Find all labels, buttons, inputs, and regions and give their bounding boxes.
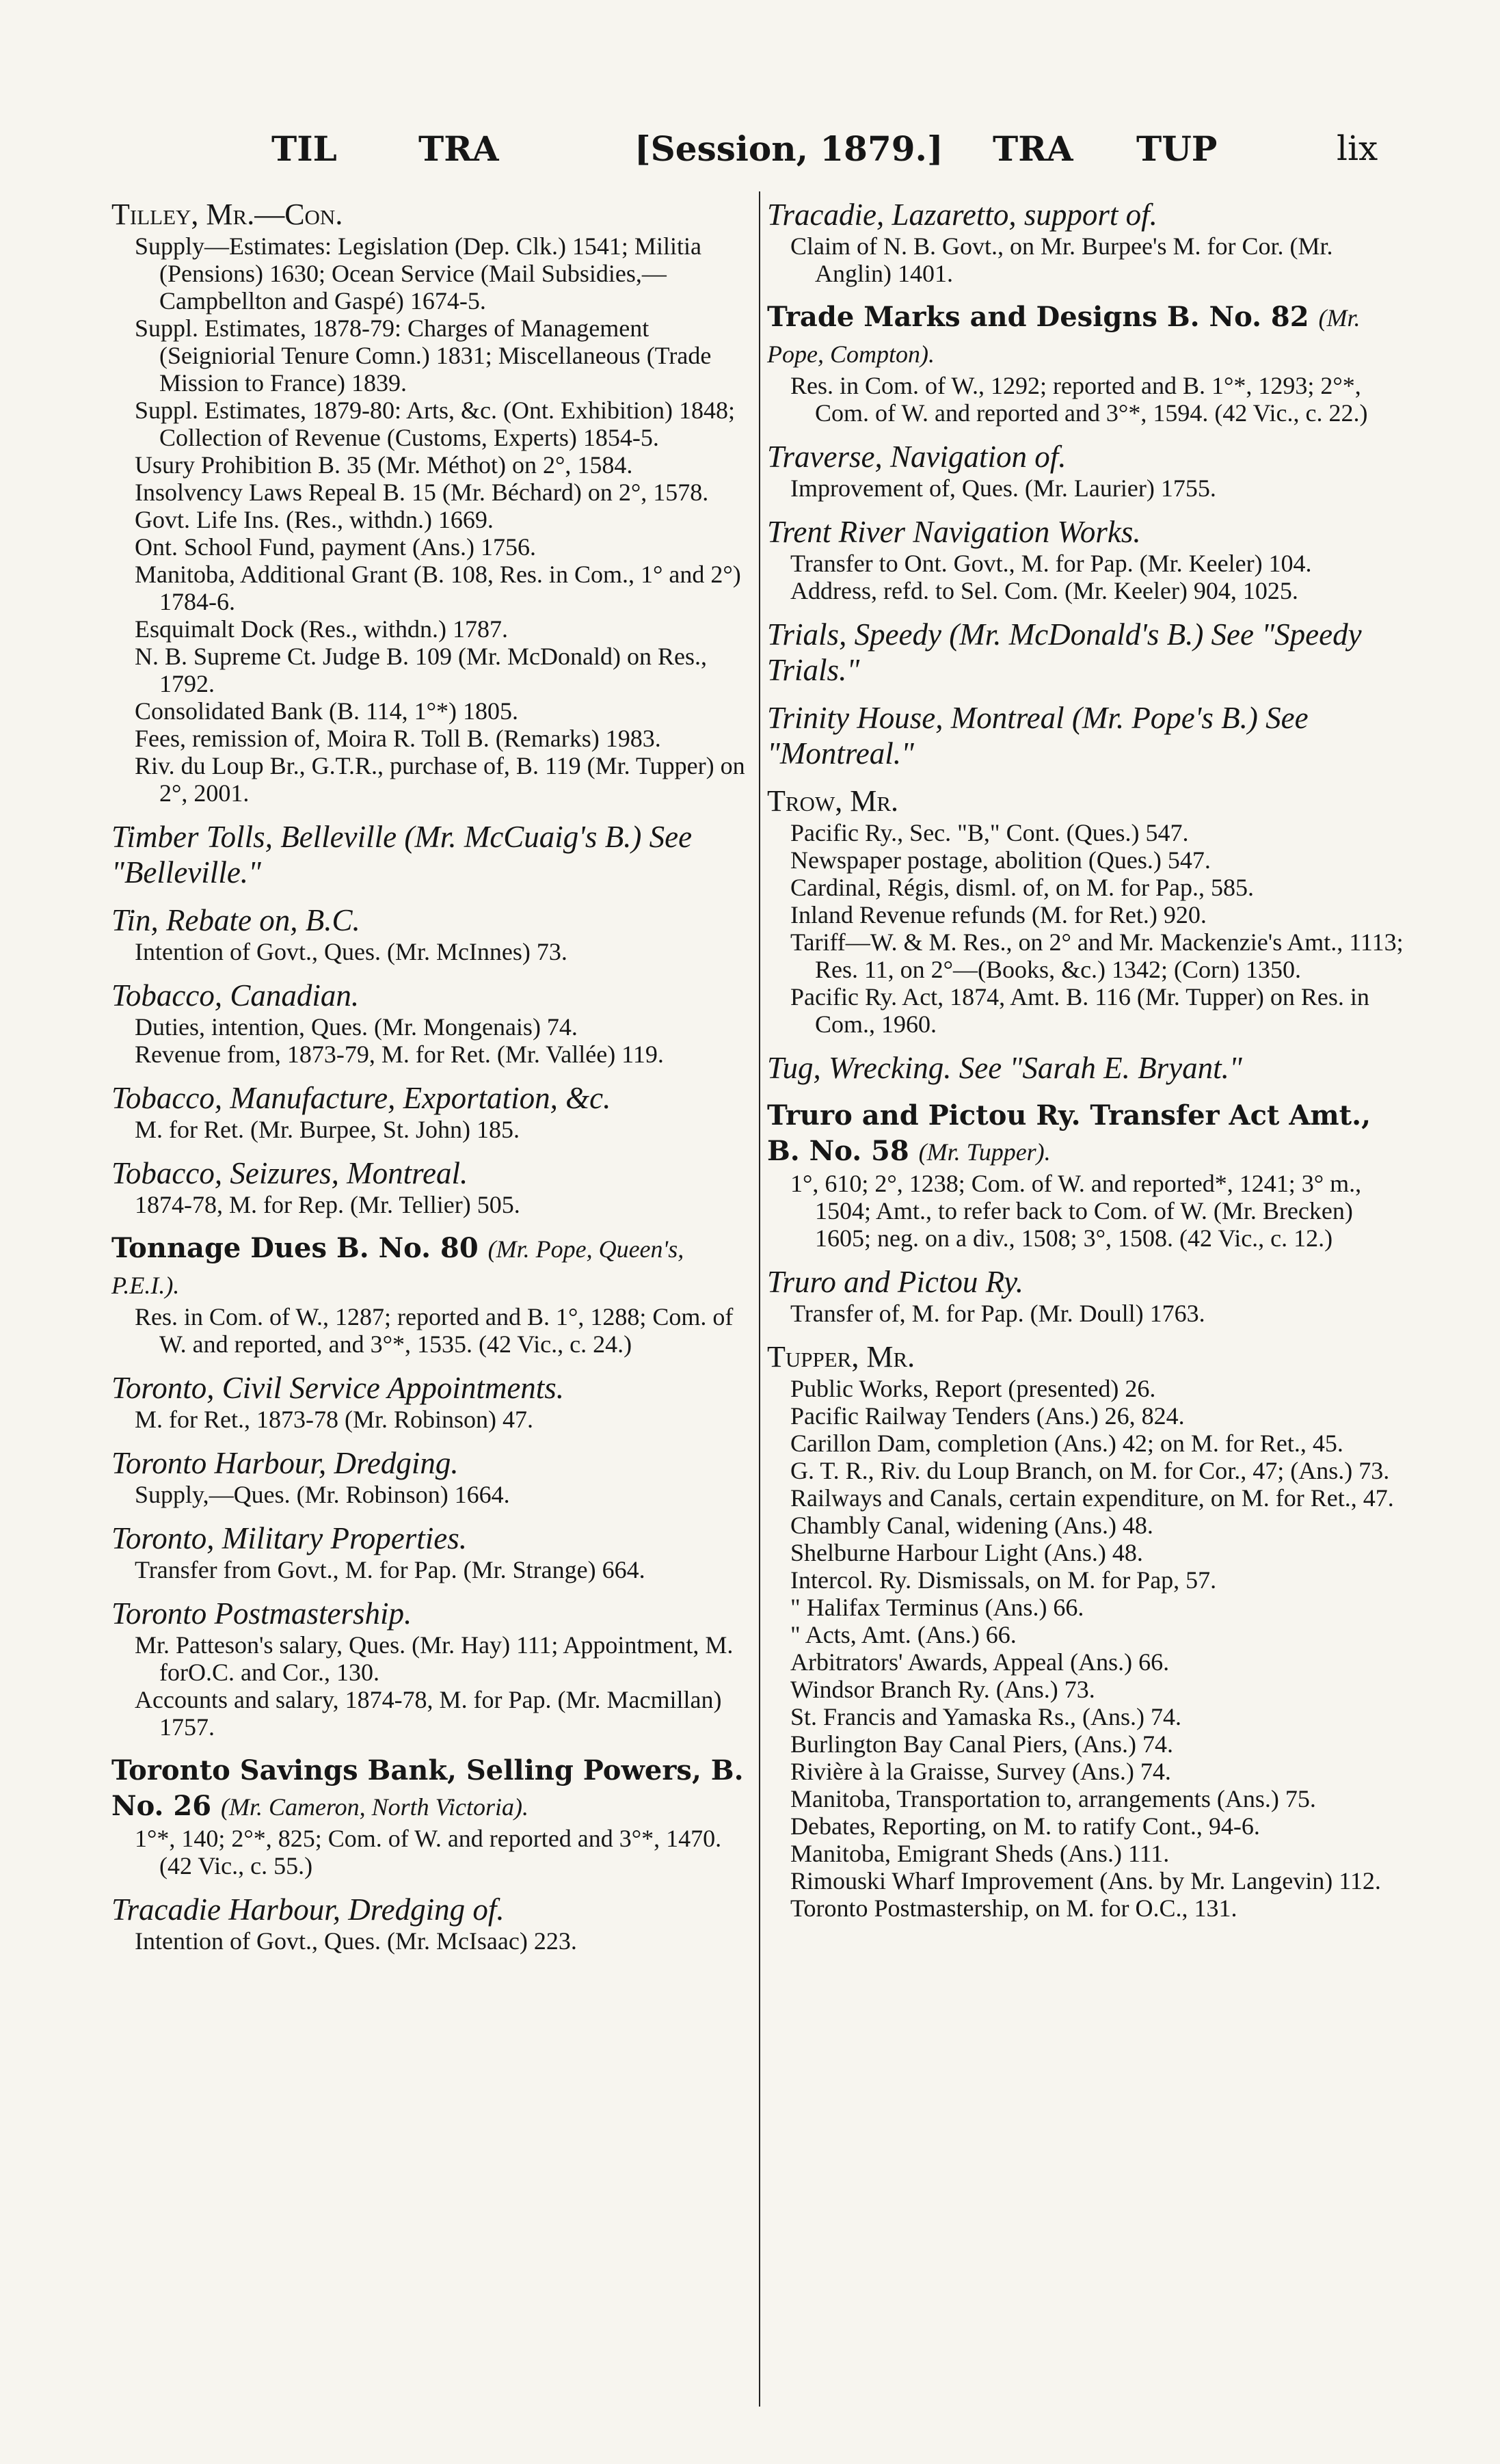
entry-heading [767, 1339, 1410, 1375]
running-header [0, 129, 1500, 176]
entry-heading [111, 197, 751, 232]
index-entry [767, 617, 1410, 688]
entry-heading-text: Trials, Speedy (Mr. McDonald's B.) See "Speedy Trials." [767, 617, 1362, 687]
entry-heading-text: Tobacco, Manufacture, Exportation, &c. [111, 1081, 611, 1115]
entry-line: Toronto Postmastership, on M. for O.C., 131. [790, 1894, 1237, 1922]
entry-line: Claim of N. B. Govt., on Mr. Burpee's M. for Cor. (Mr. Anglin) 1401. [790, 232, 1333, 287]
entry-line: Manitoba, Transportation to, arrangements (Ans.) 75. [790, 1785, 1316, 1812]
index-entry [767, 514, 1410, 604]
entry-line: Accounts and salary, 1874-78, M. for Pap. (Mr. Macmillan) 1757. [135, 1686, 722, 1741]
header-right-2: TUP [1136, 129, 1218, 169]
entry-heading-text: Tracadie Harbour, Dredging of. [111, 1892, 505, 1927]
entry-line: Manitoba, Emigrant Sheds (Ans.) 111. [790, 1840, 1170, 1867]
entry-line: 1°, 610; 2°, 1238; Com. of W. and reported*, 1241; 3° m., 1504; Amt., to refer back to Com. of W. (Mr. Brecken) 1605; neg. on a div., 1508; 3°, 1508. (42 Vic., c. 12.) [790, 1170, 1362, 1252]
entry-line: Arbitrators' Awards, Appeal (Ans.) 66. [790, 1648, 1170, 1676]
index-entry [111, 978, 751, 1068]
entry-line: Shelburne Harbour Light (Ans.) 48. [790, 1539, 1143, 1566]
entry-line: M. for Ret., 1873-78 (Mr. Robinson) 47. [135, 1406, 533, 1433]
entry-heading [111, 1753, 751, 1825]
entry-line: Public Works, Report (presented) 26. [790, 1375, 1156, 1402]
entry-heading [111, 1892, 751, 1927]
index-entry [767, 439, 1410, 502]
right-column [767, 197, 1410, 1922]
entry-line: Revenue from, 1873-79, M. for Ret. (Mr. Vallée) 119. [135, 1041, 664, 1068]
entry-heading-text: Toronto Postmastership. [111, 1596, 412, 1631]
entry-line: Insolvency Laws Repeal B. 15 (Mr. Béchard) on 2°, 1578. [135, 479, 709, 506]
entry-line: Chambly Canal, widening (Ans.) 48. [790, 1512, 1153, 1539]
entry-heading-text: Timber Tolls, Belleville (Mr. McCuaig's B.) See "Belleville." [111, 820, 693, 889]
entry-line: Pacific Railway Tenders (Ans.) 26, 824. [790, 1402, 1185, 1430]
entry-heading-text: Tracadie, Lazaretto, support of. [767, 198, 1157, 232]
entry-heading-text: Tonnage Dues B. No. 80 [111, 1232, 479, 1264]
entry-line: Railways and Canals, certain expenditure, on M. for Ret., 47. [790, 1484, 1394, 1512]
entry-heading-sponsor: (Mr. Pope, Queen's, P.E.I.). [111, 1235, 684, 1299]
entry-heading-text: Truro and Pictou Ry. [767, 1265, 1024, 1299]
entry-line: 1874-78, M. for Rep. (Mr. Tellier) 505. [135, 1191, 520, 1218]
index-entry [767, 1050, 1410, 1086]
header-left-2: TRA [418, 129, 499, 169]
entry-line: Windsor Branch Ry. (Ans.) 73. [790, 1676, 1095, 1703]
entry-line: Transfer from Govt., M. for Pap. (Mr. Strange) 664. [135, 1556, 645, 1583]
index-entry [111, 902, 751, 965]
entry-line: Fees, remission of, Moira R. Toll B. (Remarks) 1983. [135, 725, 661, 752]
entry-heading [111, 902, 751, 938]
entry-line: Usury Prohibition B. 35 (Mr. Méthot) on 2°, 1584. [135, 451, 633, 479]
entry-heading-text: Toronto Savings Bank, Selling Powers, B. No. 26 [111, 1754, 744, 1822]
entry-line: Intercol. Ry. Dismissals, on M. for Pap, 57. [790, 1566, 1217, 1594]
entry-heading-text: Tug, Wrecking. See "Sarah E. Bryant." [767, 1051, 1242, 1085]
left-column [111, 197, 751, 1955]
entry-heading [111, 1370, 751, 1406]
entry-heading-sponsor: (Mr. Pope, Compton). [767, 304, 1361, 368]
index-entry [111, 1521, 751, 1583]
entry-heading [111, 819, 751, 890]
entry-line: M. for Ret. (Mr. Burpee, St. John) 185. [135, 1116, 520, 1143]
entry-line: Suppl. Estimates, 1879-80: Arts, &c. (Ont. Exhibition) 1848; Collection of Revenue (Customs, Experts) 1854-5. [135, 397, 735, 451]
entry-heading [111, 978, 751, 1013]
entry-line: G. T. R., Riv. du Loup Branch, on M. for Cor., 47; (Ans.) 73. [790, 1457, 1390, 1484]
index-entry [111, 1231, 751, 1358]
entry-heading-sponsor: (Mr. Cameron, North Victoria). [221, 1793, 528, 1821]
entry-line: Suppl. Estimates, 1878-79: Charges of Management (Seigniorial Tenure Comn.) 1831; Miscellaneous (Trade Mission to France) 1839. [135, 314, 712, 397]
page-number: lix [1337, 129, 1378, 168]
index-entry [767, 784, 1410, 1038]
entry-line: Supply—Estimates: Legislation (Dep. Clk.) 1541; Militia (Pensions) 1630; Ocean Service (Mail Subsidies,—Campbellton and Gaspé) 1674-5. [135, 232, 701, 314]
entry-heading [767, 299, 1410, 372]
entry-line: Rimouski Wharf Improvement (Ans. by Mr. Langevin) 112. [790, 1867, 1381, 1894]
entry-heading-text: Traverse, Navigation of. [767, 440, 1067, 474]
entry-line: Transfer of, M. for Pap. (Mr. Doull) 1763. [790, 1300, 1205, 1327]
header-right-1: TRA [993, 129, 1073, 169]
entry-line: Improvement of, Ques. (Mr. Laurier) 1755. [790, 474, 1216, 502]
entry-line: Mr. Patteson's salary, Ques. (Mr. Hay) 111; Appointment, M. forO.C. and Cor., 130. [135, 1631, 734, 1686]
entry-line: Rivière à la Graisse, Survey (Ans.) 74. [790, 1758, 1171, 1785]
index-entry [111, 1080, 751, 1143]
entry-line: 1°*, 140; 2°*, 825; Com. of W. and reported and 3°*, 1470. (42 Vic., c. 55.) [135, 1825, 722, 1879]
entry-heading-text: Truro and Pictou Ry. Transfer Act Amt., B. No. 58 [767, 1099, 1371, 1167]
entry-heading-text: Toronto, Civil Service Appointments. [111, 1371, 565, 1405]
index-entry [767, 1339, 1410, 1922]
entry-heading-text: Tin, Rebate on, B.C. [111, 903, 360, 937]
entry-heading [767, 700, 1410, 771]
entry-line: Cardinal, Régis, disml. of, on M. for Pap., 585. [790, 874, 1254, 901]
entry-line: " Acts, Amt. (Ans.) 66. [790, 1621, 1017, 1648]
entry-line: Debates, Reporting, on M. to ratify Cont., 94-6. [790, 1812, 1260, 1840]
entry-heading-text: Toronto, Military Properties. [111, 1521, 468, 1555]
entry-line: " Halifax Terminus (Ans.) 66. [790, 1594, 1084, 1621]
entry-heading [767, 1050, 1410, 1086]
entry-heading-text: Tupper, Mr. [767, 1340, 915, 1374]
entry-heading-text: Tobacco, Seizures, Montreal. [111, 1156, 468, 1190]
entry-line: Manitoba, Additional Grant (B. 108, Res. in Com., 1° and 2°) 1784-6. [135, 561, 741, 615]
index-entry [111, 1445, 751, 1508]
index-entry [767, 1264, 1410, 1327]
entry-line: Res. in Com. of W., 1292; reported and B. 1°*, 1293; 2°*, Com. of W. and reported and 3°*, 1594. (42 Vic., c. 22.) [790, 372, 1368, 427]
entry-line: Supply,—Ques. (Mr. Robinson) 1664. [135, 1481, 510, 1508]
entry-line: Burlington Bay Canal Piers, (Ans.) 74. [790, 1730, 1173, 1758]
entry-heading [767, 197, 1410, 232]
column-divider [759, 191, 760, 2407]
entry-line: Address, refd. to Sel. Com. (Mr. Keeler) 904, 1025. [790, 577, 1298, 604]
entry-line: Intention of Govt., Ques. (Mr. McIsaac) 223. [135, 1927, 577, 1955]
entry-line: Pacific Ry. Act, 1874, Amt. B. 116 (Mr. Tupper) on Res. in Com., 1960. [790, 983, 1369, 1038]
entry-heading [767, 1098, 1410, 1170]
entry-heading-text: Trade Marks and Designs B. No. 82 [767, 301, 1309, 333]
entry-line: Newspaper postage, abolition (Ques.) 547. [790, 846, 1211, 874]
entry-heading-text: Trinity House, Montreal (Mr. Pope's B.) See "Montreal." [767, 701, 1309, 771]
index-entry [767, 299, 1410, 427]
entry-line: N. B. Supreme Ct. Judge B. 109 (Mr. McDonald) on Res., 1792. [135, 643, 707, 697]
index-entry [111, 197, 751, 807]
index-entry [111, 1892, 751, 1955]
entry-heading [111, 1521, 751, 1556]
entry-line: Govt. Life Ins. (Res., withdn.) 1669. [135, 506, 494, 533]
header-center: [Session, 1879.] [634, 129, 943, 169]
entry-heading [767, 439, 1410, 474]
entry-line: St. Francis and Yamaska Rs., (Ans.) 74. [790, 1703, 1181, 1730]
entry-line: Duties, intention, Ques. (Mr. Mongenais) 74. [135, 1013, 578, 1041]
entry-heading [111, 1155, 751, 1191]
entry-heading-text: Tilley, Mr.—Con. [111, 198, 343, 231]
entry-line: Res. in Com. of W., 1287; reported and B. 1°, 1288; Com. of W. and reported, and 3°*, 1535. (42 Vic., c. 24.) [135, 1303, 734, 1358]
index-entry [111, 819, 751, 890]
entry-heading [767, 617, 1410, 688]
entry-heading [767, 1264, 1410, 1300]
entry-line: Inland Revenue refunds (M. for Ret.) 920. [790, 901, 1207, 928]
index-entry [767, 700, 1410, 771]
entry-line: Pacific Ry., Sec. "B," Cont. (Ques.) 547. [790, 819, 1189, 846]
entry-heading [767, 784, 1410, 819]
entry-heading-text: Trow, Mr. [767, 784, 898, 818]
index-entry [767, 1098, 1410, 1252]
entry-heading [111, 1231, 751, 1303]
index-entry [111, 1753, 751, 1879]
entry-line: Transfer to Ont. Govt., M. for Pap. (Mr. Keeler) 104. [790, 550, 1312, 577]
entry-line: Consolidated Bank (B. 114, 1°*) 1805. [135, 697, 519, 725]
index-entry [767, 197, 1410, 287]
entry-line: Ont. School Fund, payment (Ans.) 1756. [135, 533, 536, 561]
entry-heading [767, 514, 1410, 550]
index-entry [111, 1596, 751, 1741]
entry-heading [111, 1445, 751, 1481]
entry-heading-text: Tobacco, Canadian. [111, 978, 360, 1013]
entry-heading-text: Toronto Harbour, Dredging. [111, 1446, 459, 1480]
entry-line: Carillon Dam, completion (Ans.) 42; on M. for Ret., 45. [790, 1430, 1343, 1457]
entry-line: Riv. du Loup Br., G.T.R., purchase of, B. 119 (Mr. Tupper) on 2°, 2001. [135, 752, 745, 807]
entry-heading [111, 1596, 751, 1631]
index-entry [111, 1155, 751, 1218]
entry-heading-text: Trent River Navigation Works. [767, 515, 1141, 549]
entry-line: Esquimalt Dock (Res., withdn.) 1787. [135, 615, 508, 643]
entry-line: Intention of Govt., Ques. (Mr. McInnes) 73. [135, 938, 567, 965]
entry-line: Tariff—W. & M. Res., on 2° and Mr. Mackenzie's Amt., 1113; Res. 11, on 2°—(Books, &c.) 1342; (Corn) 1350. [790, 928, 1404, 983]
index-entry [111, 1370, 751, 1433]
header-left-1: TIL [271, 129, 337, 169]
entry-heading-sponsor: (Mr. Tupper). [918, 1138, 1051, 1166]
entry-heading [111, 1080, 751, 1116]
